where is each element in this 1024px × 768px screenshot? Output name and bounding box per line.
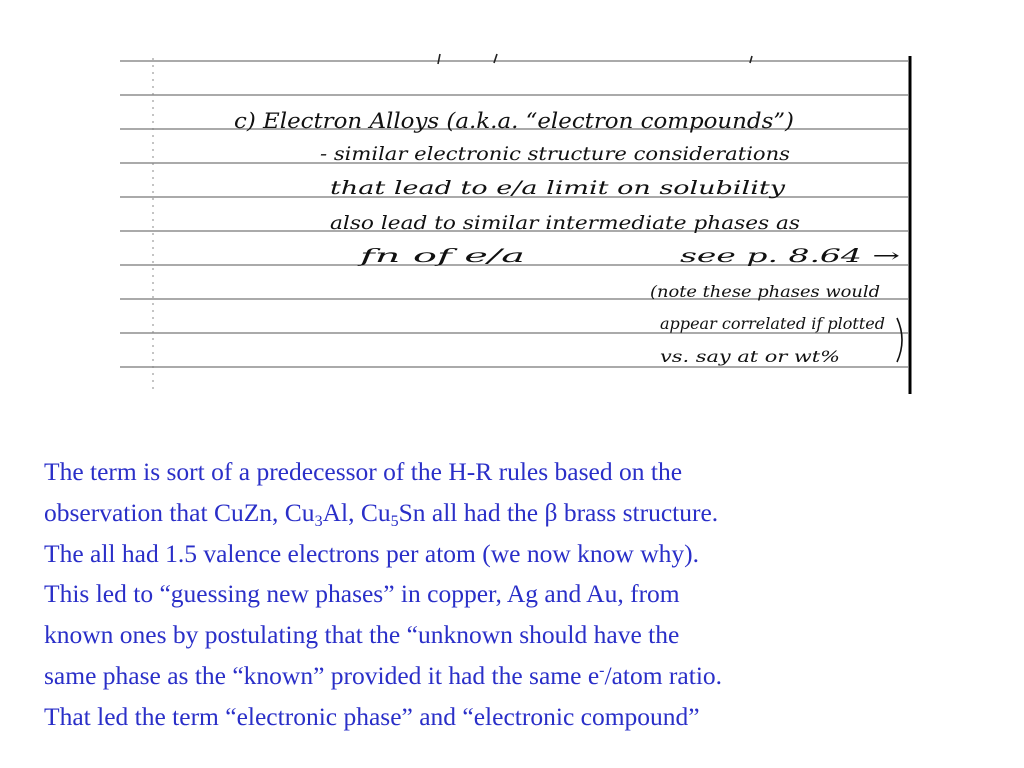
superscript: - bbox=[599, 661, 605, 679]
explanation-text bbox=[44, 452, 984, 738]
note-aside: vs. say at or wt% bbox=[660, 347, 840, 366]
caption-line-4: This led to “guessing new phases” in copper, Ag and Au, from bbox=[44, 579, 680, 609]
caption-line-2: observation that CuZn, $Cu_3Al$, $Cu_5Sn$ all had the β brass structure. bbox=[44, 497, 719, 530]
caption-line-5: known ones by postulating that the “unknown should have the bbox=[44, 620, 680, 650]
caption-line-3: The all had 1.5 valence electrons per atom (we now know why). bbox=[44, 538, 699, 568]
note-reference: see p. 8.64 → bbox=[680, 245, 901, 267]
note-heading: c) Electron Alloys (a.k.a. “electron compounds”) bbox=[234, 109, 794, 133]
note-line: that lead to e/a limit on solubility bbox=[330, 177, 786, 199]
note-line: also lead to similar intermediate phases as bbox=[330, 212, 801, 234]
subscript: 5 bbox=[390, 512, 399, 530]
note-line: - similar electronic structure considerations bbox=[320, 143, 791, 165]
note-aside: appear correlated if plotted bbox=[660, 314, 885, 333]
caption-line-6: same phase as the “known” provided it had the same e-/atom ratio. bbox=[44, 660, 723, 690]
subscript: 3 bbox=[314, 512, 323, 530]
note-aside: (note these phases would bbox=[650, 282, 880, 301]
note-line: fn of e/a bbox=[355, 245, 525, 267]
caption-line-7: That led the term “electronic phase” and “electronic compound” bbox=[44, 701, 700, 731]
caption-line-1: The term is sort of a predecessor of the H-R rules based on the bbox=[44, 457, 683, 486]
